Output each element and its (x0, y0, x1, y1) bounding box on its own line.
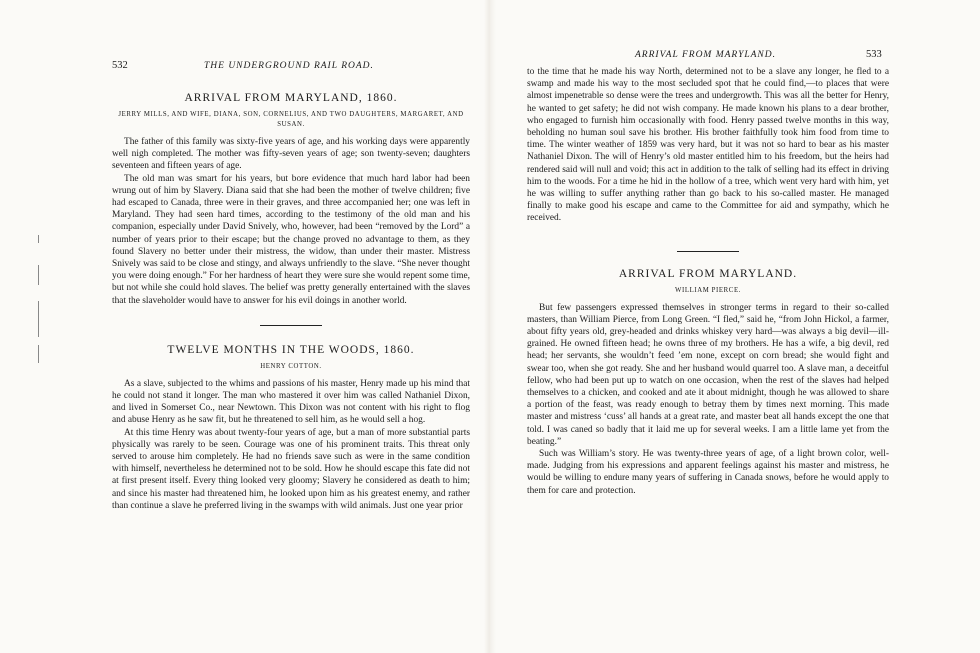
paragraph-continuation: to the time that he made his way North, determined not to be a slave any longer, he fled to a swamp and made his way to the most secluded spot that he could find,—to places that were almost impenetrable so dense were the trees and undergrowth. This was all the better for Henry, he wanted to get safety; he did not wish company. He made known his plans to a dear brother, who engaged to furnish him occasionally with food. Henry passed twelve months in this way, beholding no human soul save his brother. His brother faithfully took him food from time to time. The winter weather of 1859 was very hard, but it was not so hard to bear as his master Nathaniel Dixon. The will of Henry’s old master entitled him to his freedom, but the heirs had rendered said will null and void; this act in addition to the talk of selling had its effect in driving him to the woods. For a time he hid in the hollow of a tree, which went very hard with him, yet he was willing to suffer anything rather than go back to his so-called master. He managed finally to make good his escape and came to the Committee for aid and sympathy, which he received. (527, 67, 889, 224)
paragraph: Such was William’s story. He was twenty-three years of age, of a light brown color, well-made. Judging from his expressions and apparent feelings against his master and mistress, he would be willing to endure many years of suffering in Canada snows, before he would apply to them for care and protection. (527, 449, 889, 496)
page-number-left: 532 (112, 60, 128, 71)
section-title-arrival-maryland: ARRIVAL FROM MARYLAND. (618, 267, 798, 280)
running-head-left: THE UNDERGROUND RAIL ROAD. (204, 61, 374, 71)
paragraph: As a slave, subjected to the whims and passions of his master, Henry made up his mind that he could not stand it longer. The man who mastered it over him was called Nathaniel Dixon, and lived in Somerset Co., near Newtown. This Dixon was not content with his right to flog and abuse Henry as he saw fit, but he threatened to sell him, as he would sell a hog. (112, 378, 470, 426)
paragraph: But few passengers expressed themselves in stronger terms in regard to their so-called masters, than William Pierce, from Long Green. “I fled,” said he, “from John Hickol, a farmer, about fifty years old, grey-headed and drinks whiskey very hard—was always a big devil—ill-grained. He owned fifteen head; he owns three of my brothers. He has a wife, a big devil, red head; her servants, she wouldn’t feed ’em none, except on corn bread; she would fight and swear too, when she got ready. She and her husband would quarrel too. A slave man, a deceitful fellow, who had been put up to watch on one occasion, when the rest of the slaves had helped themselves to a chicken, and cooked and ate it about midnight, though he was allowed to share a portion of the feast, was ready enough to betray them by times next morning. This made master and mistress ‘cuss’ all hands at a great rate, and master beat all hands except the one that told. I was caned so badly that it laid me up for several weeks. I am a little lame yet from the beating.” (527, 302, 889, 447)
section-title-twelve-months: TWELVE MONTHS IN THE WOODS, 1860. (167, 343, 415, 356)
left-column (112, 92, 470, 512)
paragraph: The father of this family was sixty-five years of age, and his working days were apparently well nigh completed. The mother was fifty-seven years of age; son twenty-seven; daughters seventeen and fifteen years of age. (112, 137, 470, 172)
page-number-right: 533 (866, 49, 882, 60)
section-title-arrival-1860: ARRIVAL FROM MARYLAND, 1860. (184, 92, 398, 104)
right-column (527, 66, 889, 497)
paragraph: At this time Henry was about twenty-four years of age, but a man of more substantial parts physically was rarely to be seen. Courage was one of his prominent traits. This threat only served to arouse him completely. He had no friends save such as were in the same condition with himself, nevertheless he determined not to be sold. How he should escape this fate did not at first present itself. Every thing looked very gloomy; Slavery he considered as death to him; and since his master had threatened him, he looked upon him as his greatest enemy, and rather than continue a slave he preferred living in the swamps with wild animals. Just one year prior (112, 427, 470, 511)
section-divider (677, 251, 739, 252)
section-byline-mills-family: JERRY MILLS, AND WIFE, DIANA, SON, CORNELIUS, AND TWO DAUGHTERS, MARGARET, AND SUSAN. (118, 111, 464, 128)
section-divider (260, 325, 322, 326)
paragraph: The old man was smart for his years, but bore evidence that much hard labor had been wrung out of him by Slavery. Diana said that she had been the mother of twelve children; five had escaped to Canada, three were in their graves, and three accompanied her; one was left in Maryland. They had seen hard times, according to the testimony of the old man and his companion, especially under David Snively, who, however, had been “removed by the Lord” a number of years prior to their escape; but the change proved no advantage to them, as they found Slavery no better under their mistress, the widow, than under their master. Mistress Snively was said to be close and stingy, and always unfriendly to the slave. “She never thought you were doing enough.” For her hardness of heart they were sure she would repent some time, but not while she could hold slaves. The belief was pretty generally entertained with the slaves that the slaveholder would have to answer for his evil doings in another world. (112, 173, 470, 306)
margin-annotation-marks (38, 235, 46, 375)
right-page (490, 0, 980, 653)
running-head-right: ARRIVAL FROM MARYLAND. (635, 50, 777, 60)
section-byline-henry-cotton: HENRY COTTON. (260, 362, 322, 370)
section-byline-william-pierce: WILLIAM PIERCE. (674, 286, 741, 294)
